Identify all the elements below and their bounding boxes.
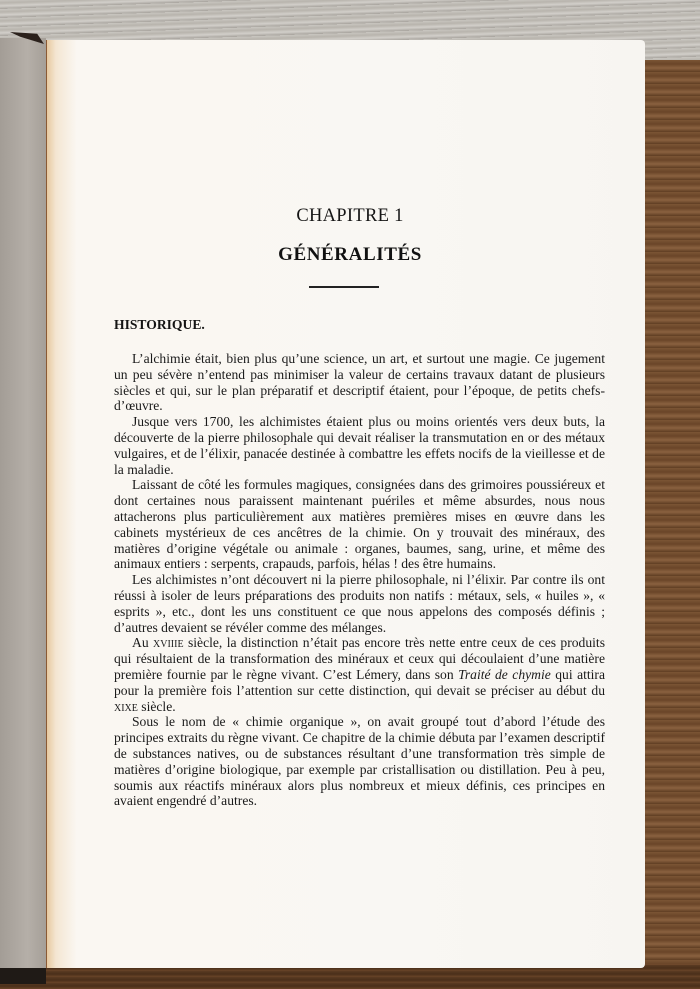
paragraph-5-part-c: qui attira pour la première fois l’attention sur cette distinction, qui devait se préciser au début du [114,666,605,698]
paragraph-5-part-d: siècle. [137,698,176,714]
paragraph-6: Sous le nom de « chimie organique », on avait groupé tout d’abord l’étude des principes extraits du règne vivant. Ce chapitre de la chimie débuta par l’examen descriptif de substances natives, ou de substances résultant d’une transformation très simple de matières d’origine biologique, par exemple par cristallisation ou distillation. Peu à peu, soumis aux réactifs minéraux alors plus nombreux et mieux définis, ces principes en avaient engendré d’autres. [114,714,605,809]
table-background-bottom [0,965,700,989]
paragraph-3: Laissant de côté les formules magiques, consignées dans des grimoires poussiéreux et dont certaines nous paraissent maintenant puériles et même absurdes, nous nous attacherons plus particulièrement aux matières premières mises en œuvre dans les cabinets mystérieux de ces ancêtres de la chimie. On y trouvait des minéraux, des matières d’origine végétale ou animale : organes, baumes, sang, urine, et même des animaux entiers : serpents, crapauds, parfois, hélas ! des être humains. [114,477,605,572]
table-background-right [640,60,700,989]
paragraph-4: Les alchimistes n’ont découvert ni la pierre philosophale, ni l’élixir. Par contre ils ont réussi à isoler de leurs préparations des produits non natifs : métaux, sels, « huiles », « esprits », etc., dont les uns constituent ce que nous appelons des composés définis ; d’autres devaient se révéler comme des mélanges. [114,572,605,635]
paragraph-1: L’alchimie était, bien plus qu’une science, un art, et surtout une magie. Ce jugement un peu sévère n’entend pas minimiser la valeur de certains travaux datant de plusieurs siècles et qui, sur le plan préparatif et descriptif étaient, pour l’époque, de petits chefs-d’œuvre. [114,351,605,414]
section-heading: HISTORIQUE. [114,317,205,332]
paragraph-5-part-b: siècle, la distinction n’était pas encore très nette entre ceux de ces produits qui résultaient de la transformation des minéraux et ceux qui découlaient d’une matière première fournie par le règne vivant. C’est Lémery, dans son [114,635,605,682]
chapter-label: CHAPITRE 1 [296,206,404,226]
book-title-traite-de-chymie: Traité de chymie [458,666,551,682]
century-xix: xixe [114,698,138,714]
body-text [114,351,605,809]
title-divider [309,286,379,288]
century-xviii: xviiie [153,635,184,651]
paragraph-5 [114,635,605,714]
paragraph-5-part-a: Au [132,635,154,651]
book-cover-edge [0,38,46,973]
book-cover-corner-bottom [0,968,46,984]
chapter-title: GÉNÉRALITÉS [278,244,422,265]
paragraph-2: Jusque vers 1700, les alchimistes étaient plus ou moins orientés vers deux buts, la découverte de la pierre philosophale qui devait réaliser la transmutation en or des métaux vulgaires, et de l’élixir, panacée destinée à combattre les effets nocifs de la vieillesse et de la maladie. [114,414,605,477]
